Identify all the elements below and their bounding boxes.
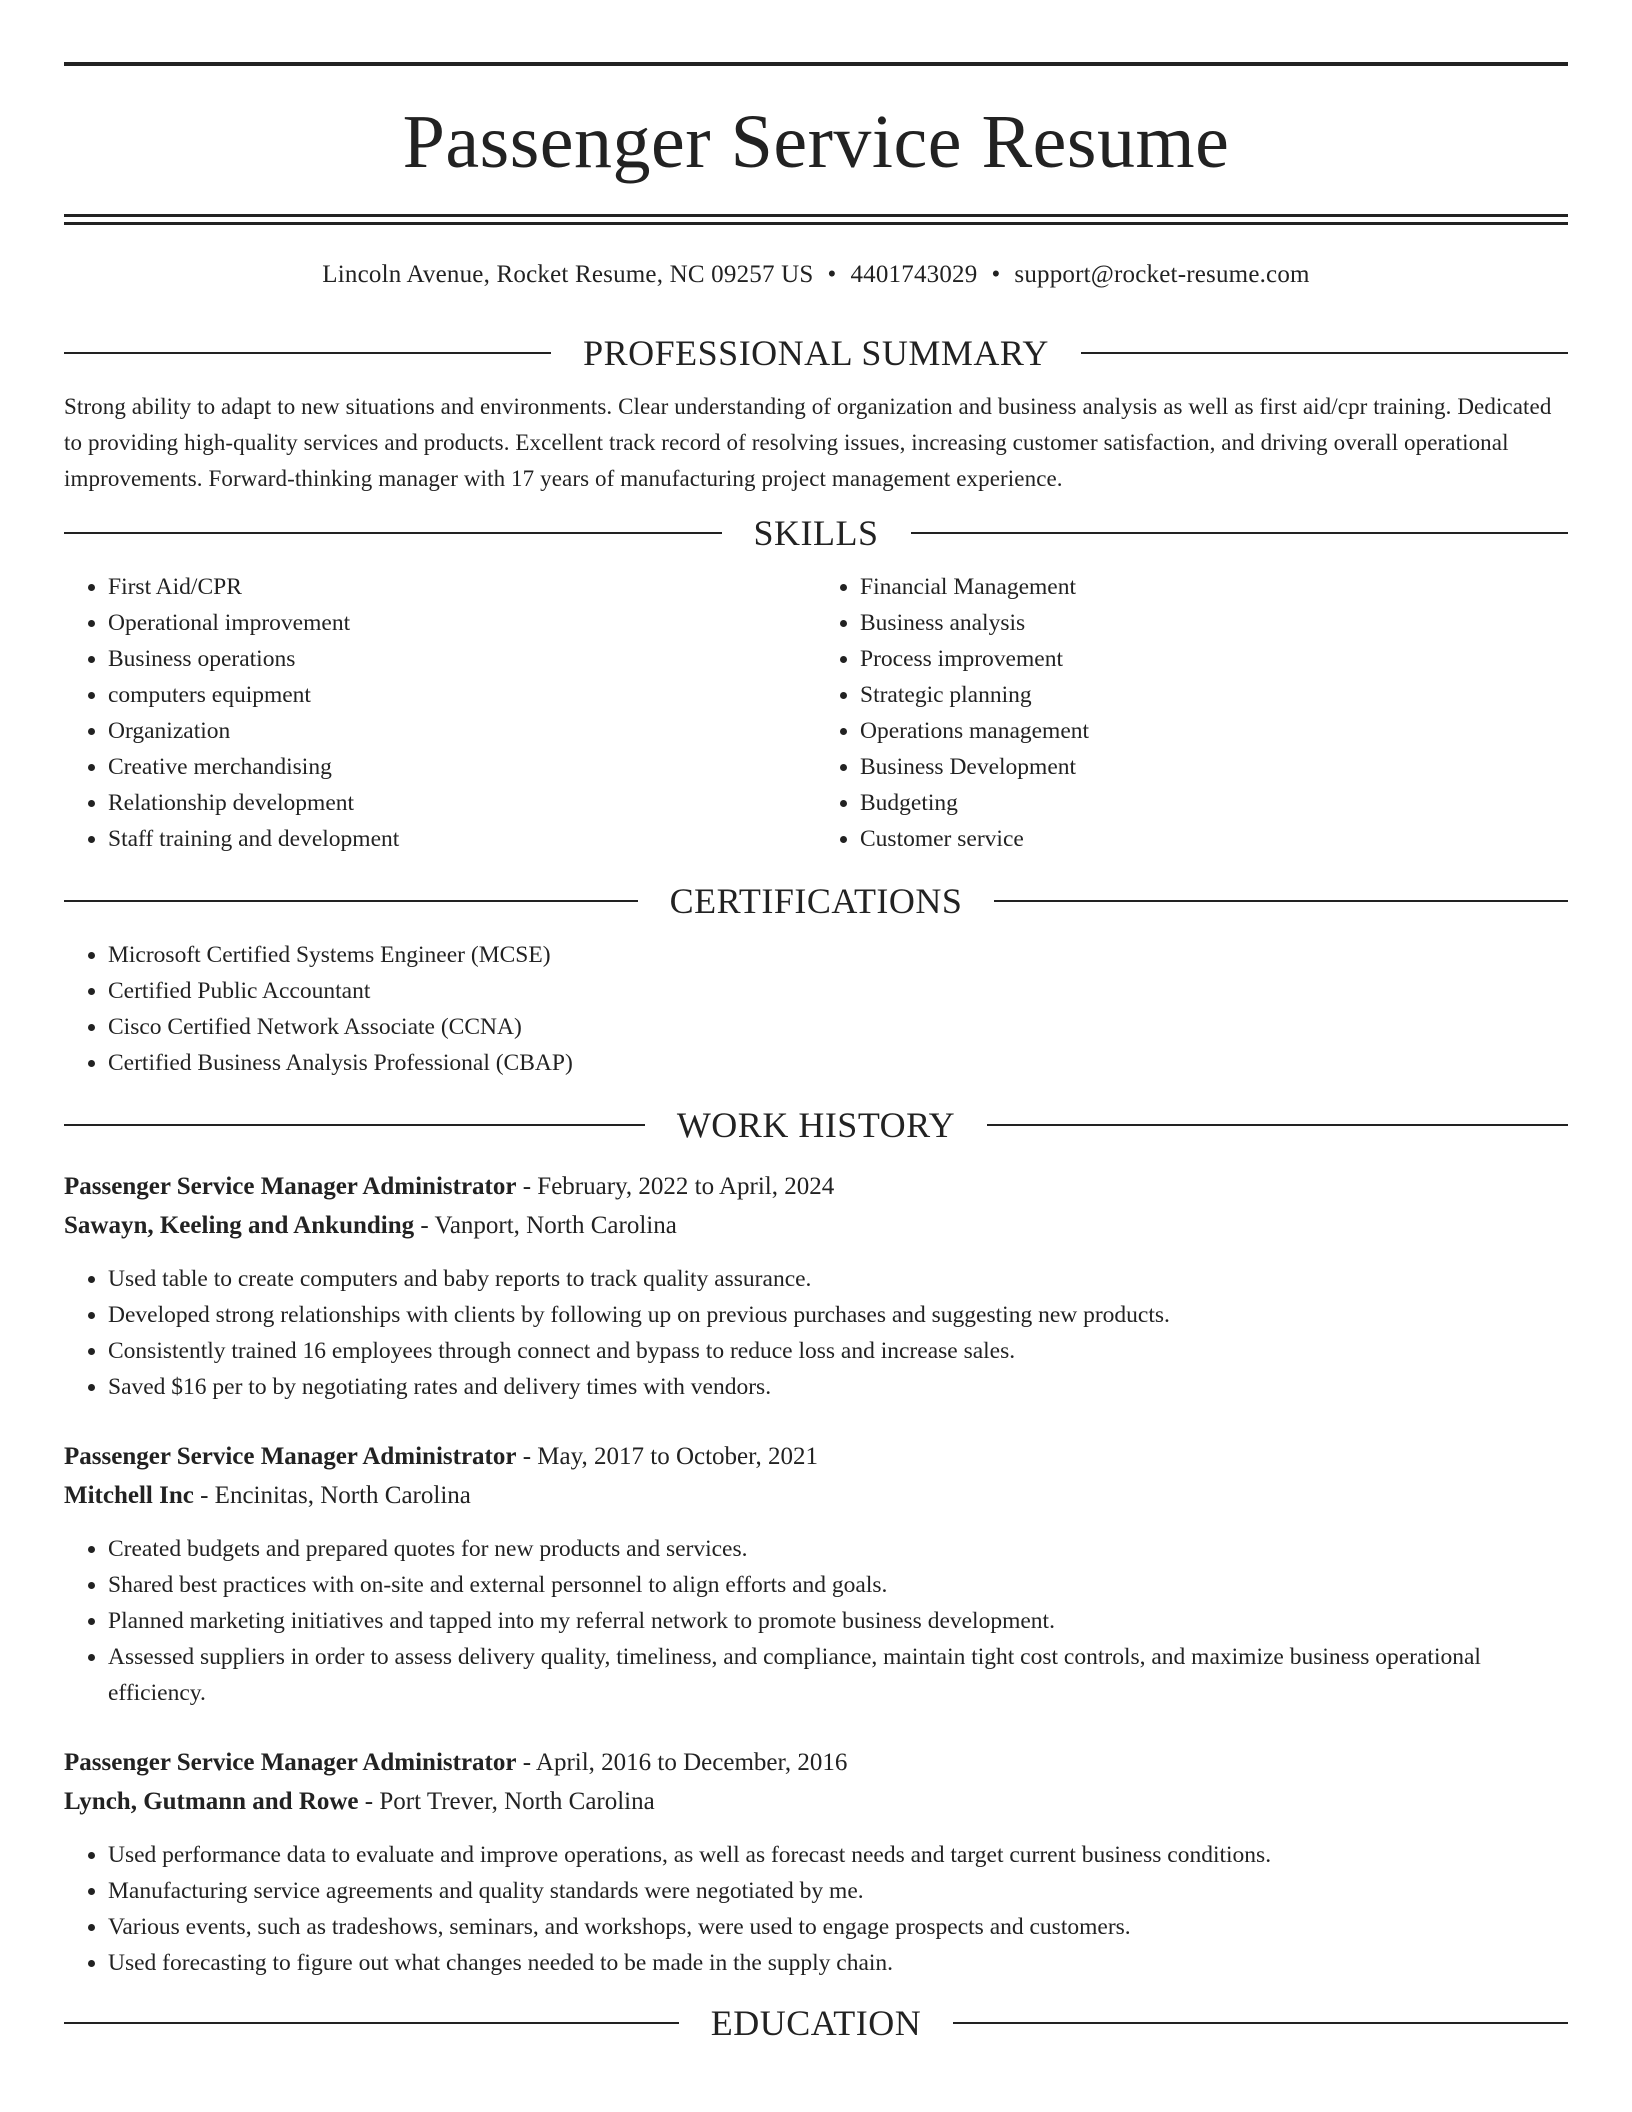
contact-separator: • [827,261,837,288]
contact-phone[interactable]: 4401743029 [850,261,978,288]
list-item: • Assessed suppliers in order to assess delivery quality, timeliness, and compliance, maintain tight cost controls, and maximize business operational efficiency. [108,1639,1568,1711]
list-item: • Budgeting [860,785,1568,821]
job-company-line [64,1476,1568,1515]
list-item: • Customer service [860,821,1568,857]
heading-rule [64,900,638,902]
job-title-line [64,1437,1568,1476]
section-title: CERTIFICATIONS [669,881,963,921]
title-double-rule [64,214,1568,225]
list-item: • Operational improvement [108,605,816,641]
list-item: • Process improvement [860,641,1568,677]
list-item: • Manufacturing service agreements and quality standards were negotiated by me. [108,1873,1568,1909]
section-heading-certifications [64,881,1568,921]
list-item: • Certified Business Analysis Professional (CBAP) [108,1045,1568,1081]
section-heading-work-history [64,1105,1568,1145]
list-item: • Used table to create computers and baby reports to track quality assurance. [108,1261,1568,1297]
list-item: • Used forecasting to figure out what changes needed to be made in the supply chain. [108,1945,1568,1981]
job-dates: - February, 2022 to April, 2024 [516,1173,835,1200]
list-item: • computers equipment [108,677,816,713]
list-item: • Cisco Certified Network Associate (CCNA) [108,1009,1568,1045]
section-title: SKILLS [753,513,879,553]
job-bullets [64,1837,1568,1981]
job-company-line [64,1206,1568,1245]
job-company: Sawayn, Keeling and Ankunding [64,1212,415,1239]
section-heading-summary [64,333,1568,373]
resume-page [64,0,1568,2043]
job-company-line [64,1782,1568,1821]
heading-rule [64,532,722,534]
list-item: • Consistently trained 16 employees through connect and bypass to reduce loss and increase sales. [108,1333,1568,1369]
heading-rule [64,1124,645,1126]
section-heading-education [64,2003,1568,2043]
job-entry [64,1437,1568,1711]
job-dates: - April, 2016 to December, 2016 [516,1749,848,1776]
list-item: • Used performance data to evaluate and improve operations, as well as forecast needs and target current business conditions. [108,1837,1568,1873]
list-item: • Business Development [860,749,1568,785]
skills-column-right [816,569,1568,857]
heading-rule [64,2022,679,2024]
section-title: WORK HISTORY [676,1105,956,1145]
heading-rule [1081,352,1568,354]
section-title: PROFESSIONAL SUMMARY [583,333,1049,373]
job-bullets [64,1261,1568,1405]
job-dates: - May, 2017 to October, 2021 [516,1443,818,1470]
job-location: - Encinitas, North Carolina [193,1482,471,1509]
job-location: - Vanport, North Carolina [414,1212,677,1239]
job-title-line [64,1743,1568,1782]
job-title: Passenger Service Manager Administrator [64,1443,517,1470]
heading-rule [64,352,551,354]
list-item: • Created budgets and prepared quotes for new products and services. [108,1531,1568,1567]
list-item: • Operations management [860,713,1568,749]
job-company: Mitchell Inc [64,1482,194,1509]
list-item: • Various events, such as tradeshows, seminars, and workshops, were used to engage prospects and customers. [108,1909,1568,1945]
list-item: • Shared best practices with on-site and external personnel to align efforts and goals. [108,1567,1568,1603]
heading-rule [994,900,1568,902]
summary-text: Strong ability to adapt to new situations and environments. Clear understanding of organization and business analysis as well as first aid/cpr training. Dedicated to providing high-quality services and products. Excellent track record of resolving issues, increasing customer satisfaction, and driving overall operational improvements. Forward-thinking manager with 17 years of manufacturing project management experience. [64,394,1552,491]
list-item: • First Aid/CPR [108,569,816,605]
heading-rule [953,2022,1568,2024]
list-item: • Planned marketing initiatives and tapped into my referral network to promote business development. [108,1603,1568,1639]
skills-column-left [64,569,816,857]
job-bullets [64,1531,1568,1711]
job-entry [64,1167,1568,1405]
section-title: EDUCATION [710,2003,922,2043]
heading-rule [911,532,1569,534]
certifications-list [64,937,1568,1081]
job-title-line [64,1167,1568,1206]
page-title: Passenger Service Resume [402,100,1230,184]
contact-separator: • [991,261,1001,288]
contact-line [64,261,1568,289]
list-item: • Strategic planning [860,677,1568,713]
list-item: • Staff training and development [108,821,816,857]
job-location: - Port Trever, North Carolina [358,1788,655,1815]
list-item: • Organization [108,713,816,749]
list-item: • Financial Management [860,569,1568,605]
job-title: Passenger Service Manager Administrator [64,1173,517,1200]
contact-email[interactable]: support@rocket-resume.com [1014,261,1310,288]
job-company: Lynch, Gutmann and Rowe [64,1788,359,1815]
list-item: • Saved $16 per to by negotiating rates and delivery times with vendors. [108,1369,1568,1405]
list-item: • Business analysis [860,605,1568,641]
skills-list [64,569,1568,857]
heading-rule [987,1124,1568,1126]
job-title: Passenger Service Manager Administrator [64,1749,517,1776]
list-item: • Business operations [108,641,816,677]
list-item: • Microsoft Certified Systems Engineer (MCSE) [108,937,1568,973]
list-item: • Certified Public Accountant [108,973,1568,1009]
list-item: • Relationship development [108,785,816,821]
top-rule [64,62,1568,66]
list-item: • Creative merchandising [108,749,816,785]
section-heading-skills [64,513,1568,553]
contact-address: Lincoln Avenue, Rocket Resume, NC 09257 US [322,261,814,288]
list-item: • Developed strong relationships with clients by following up on previous purchases and suggesting new products. [108,1297,1568,1333]
job-entry [64,1743,1568,1981]
